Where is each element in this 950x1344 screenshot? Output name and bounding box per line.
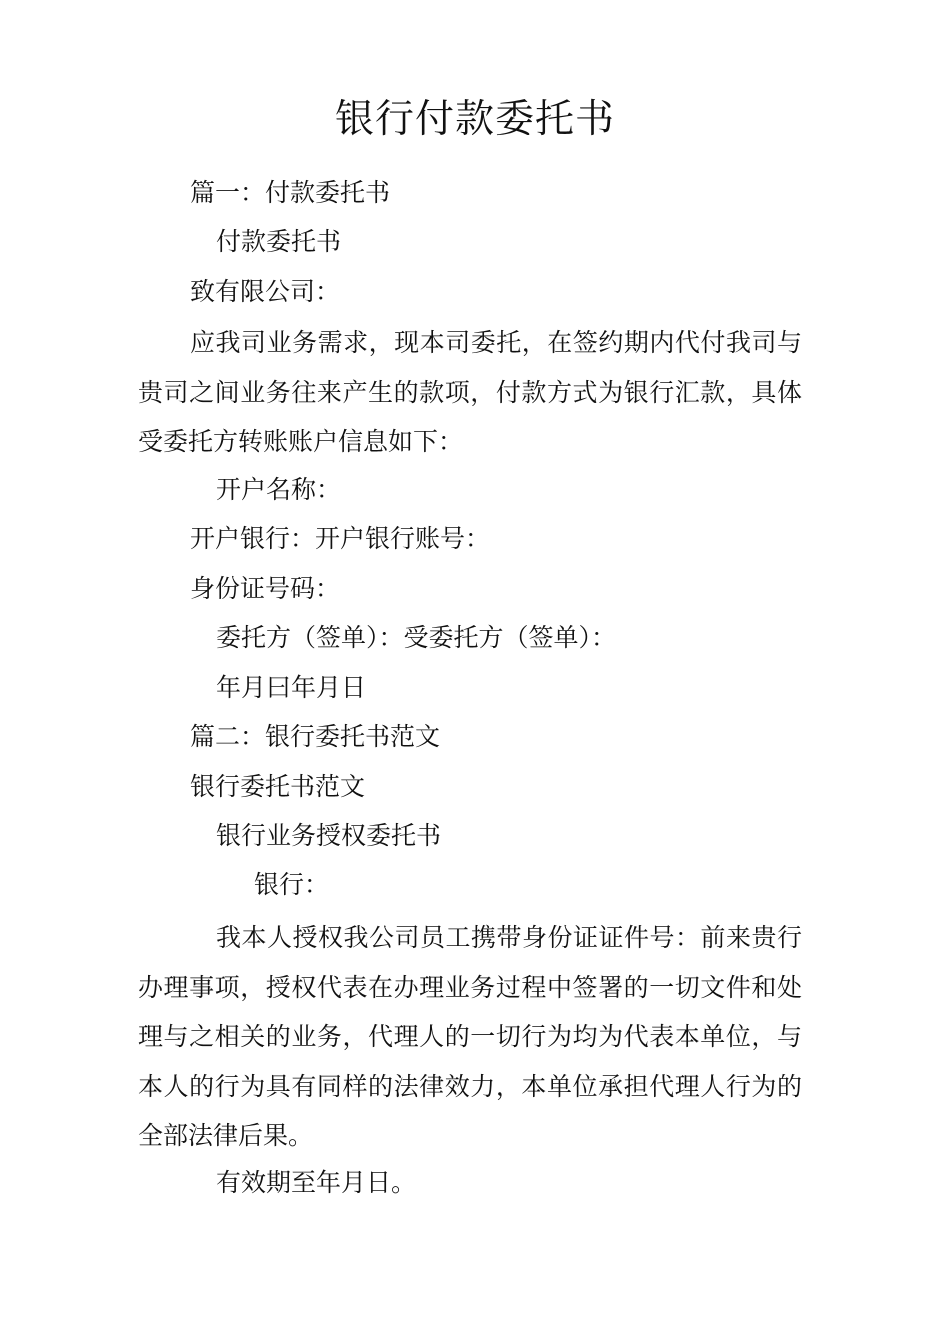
date-line: 年月曰年月日 xyxy=(216,673,367,702)
authorization-form-title: 银行业务授权委托书 xyxy=(216,821,442,850)
account-name-line: 开户名称： xyxy=(216,475,342,504)
id-number-line: 身份证号码： xyxy=(190,574,341,603)
part1-subtitle: 付款委托书 xyxy=(216,227,342,256)
part2-subtitle: 银行委托书范文 xyxy=(190,772,366,801)
part2-addressee: 银行： xyxy=(254,870,330,899)
signature-line: 委托方（签单）：受委托方（签单）： xyxy=(216,623,617,652)
validity-line: 有效期至年月日。 xyxy=(216,1168,417,1197)
part1-addressee: 致有限公司： xyxy=(190,277,341,306)
document-title: 银行付款委托书 xyxy=(334,97,615,142)
bank-account-line: 开户银行：开户银行账号： xyxy=(190,524,491,553)
part1-body-paragraph: 应我司业务需求，现本司委托，在签约期内代付我司与贵司之间业务往来产生的款项，付款方式为银行汇款，具体受委托方转账账户信息如下： xyxy=(138,328,802,456)
part1-heading: 篇一：付款委托书 xyxy=(190,178,391,207)
part2-body-paragraph: 我本人授权我公司员工携带身份证证件号：前来贵行办理事项，授权代表在办理业务过程中签署的一切文件和处理与之相关的业务，代理人的一切行为均为代表本单位，与本人的行为具有同样的法律效力，本单位承担代理人行为的全部法律后果。 xyxy=(138,923,802,1150)
part2-heading: 篇二：银行委托书范文 xyxy=(190,722,441,751)
